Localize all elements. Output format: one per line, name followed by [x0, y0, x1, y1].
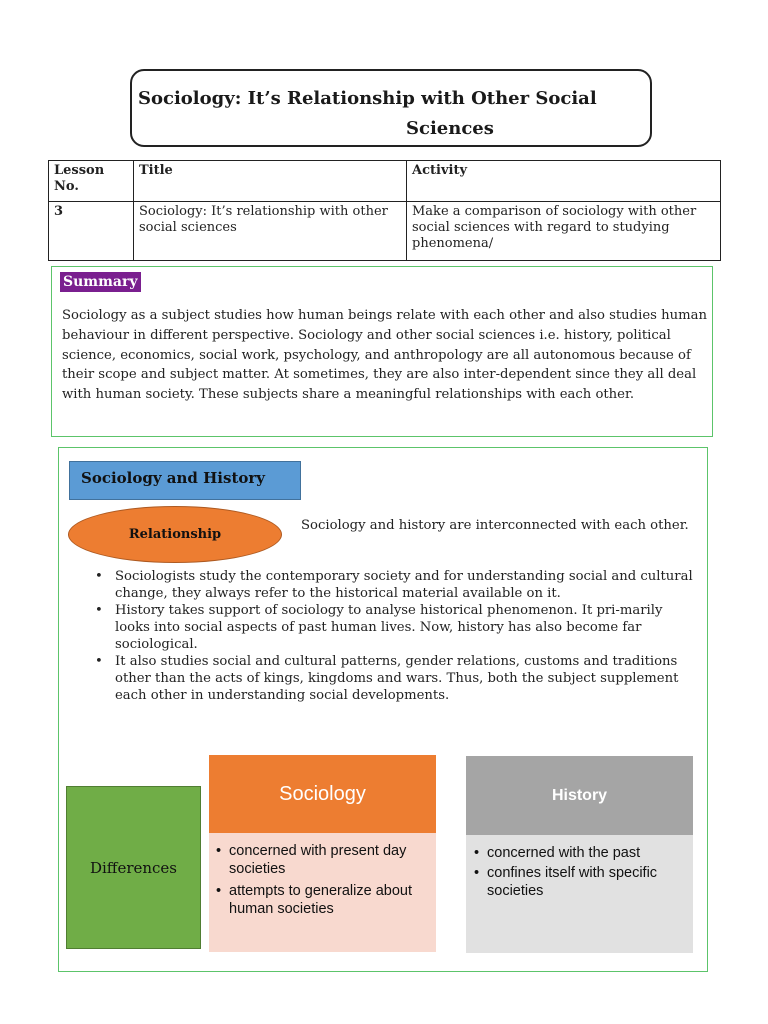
cell-activity: Make a comparison of sociology with other social sciences with regard to studying phenomena/: [407, 202, 721, 261]
list-item: • Sociologists study the contemporary society and for understanding social and cultural change, they always refer to the historical material available on it.: [95, 569, 693, 601]
sociology-heading: Sociology: [209, 755, 436, 833]
header-title: Title: [134, 161, 407, 202]
summary-label: Summary: [60, 272, 141, 292]
history-points: [474, 844, 686, 900]
list-item: • concerned with present day societies: [216, 843, 407, 877]
sociology-points: [216, 842, 428, 918]
relationship-text: Sociology and history are interconnected with each other.: [301, 518, 689, 533]
relationship-bullets: [95, 568, 693, 704]
section-heading: Sociology and History: [69, 461, 301, 500]
bullet-icon: •: [95, 603, 103, 618]
bullet-icon: •: [474, 845, 480, 861]
bullet-icon: •: [474, 865, 480, 881]
page-title-line2: Sciences: [406, 118, 494, 139]
history-heading: History: [466, 756, 693, 835]
bullet-icon: •: [216, 843, 222, 859]
page-title-line1: Sociology: It’s Relationship with Other Social: [138, 88, 597, 109]
cell-lesson-no: 3: [49, 202, 134, 261]
bullet-icon: •: [95, 569, 103, 584]
header-lesson-no: Lesson No.: [49, 161, 134, 202]
differences-box: [66, 786, 201, 949]
bullet-icon: •: [95, 654, 103, 669]
list-item: • It also studies social and cultural patterns, gender relations, customs and traditions other than the acts of kings, kingdoms and wars. Thus, both the subject supplement each other in understanding social developments.: [95, 654, 679, 703]
list-item: • confines itself with specific societies: [474, 865, 658, 899]
summary-text: Sociology as a subject studies how human beings relate with each other and also studies human behaviour in different perspective. Sociology and other social sciences i.e. history, political science, economics, social work, psychology, and anthropology are all autonomous because of their scope and subject matter. At sometimes, they are also inter-dependent since they all deal with human society. These subjects share a meaningful relationships with each other.: [62, 308, 707, 403]
list-item: • attempts to generalize about human societies: [216, 883, 412, 917]
list-item: • History takes support of sociology to analyse historical phenomenon. It pri-marily looks into social aspects of past human lives. Now, history has also become far sociological.: [95, 603, 663, 652]
header-activity: Activity: [407, 161, 721, 202]
relationship-label: Relationship: [128, 527, 222, 542]
lesson-table: [48, 160, 721, 261]
table-row: [49, 202, 721, 261]
table-header-row: [49, 161, 721, 202]
list-item: • concerned with the past: [474, 845, 641, 861]
bullet-icon: •: [216, 883, 222, 899]
differences-label: Differences: [89, 858, 178, 877]
cell-title: Sociology: It’s relationship with other social sciences: [134, 202, 407, 261]
relationship-oval: [68, 506, 282, 563]
